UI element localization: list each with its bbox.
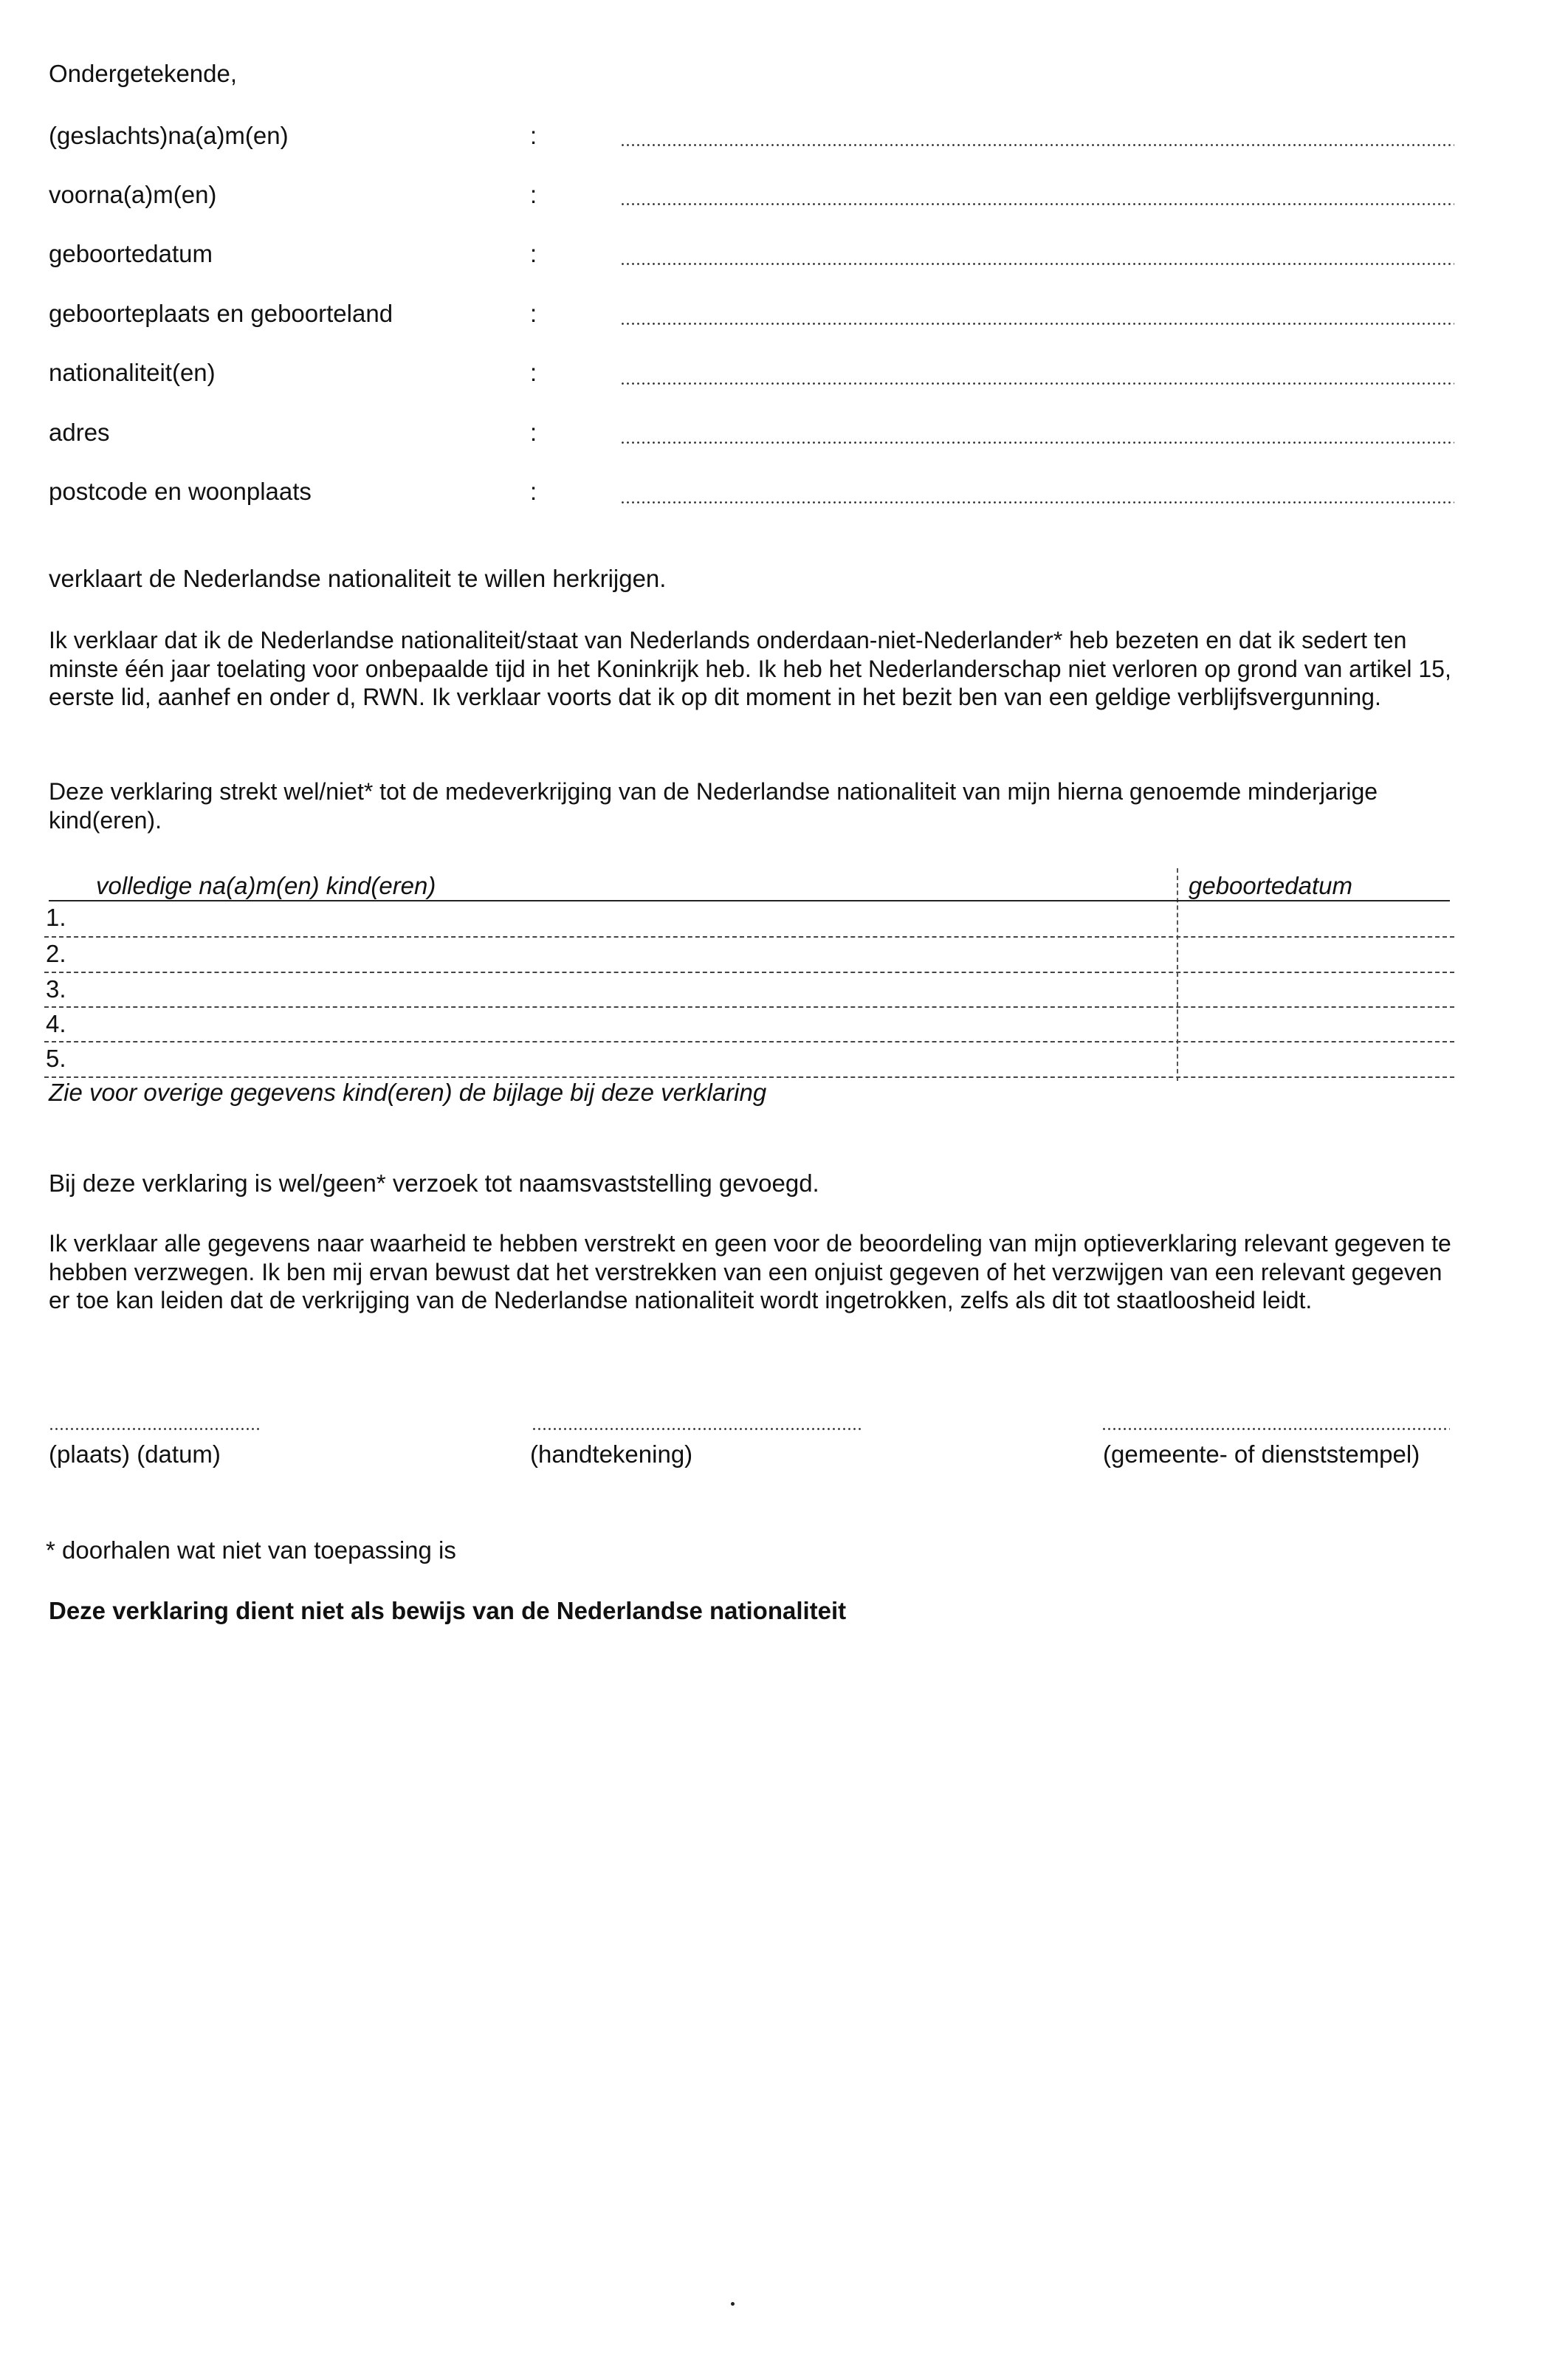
table-row-line[interactable] — [44, 1006, 1454, 1008]
field-colon: : — [530, 240, 537, 267]
field-label: voorna(a)m(en) — [49, 181, 217, 208]
paragraph-name-request: Bij deze verklaring is wel/geen* verzoek tot naamsvaststelling gevoegd. — [49, 1169, 819, 1197]
stamp-label: (gemeente- of dienststempel) — [1103, 1440, 1420, 1468]
field-colon: : — [530, 300, 537, 327]
table-row-number: 5. — [46, 1045, 66, 1072]
table-header-rule — [49, 900, 1450, 901]
stamp-line[interactable] — [1101, 1428, 1450, 1430]
birthplace-input-line[interactable] — [620, 323, 1454, 325]
table-note: Zie voor overige gegevens kind(eren) de bijlage bij deze verklaring — [49, 1079, 767, 1106]
field-label: postcode en woonplaats — [49, 478, 312, 505]
address-input-line[interactable] — [620, 442, 1454, 444]
field-label: geboorteplaats en geboorteland — [49, 300, 393, 327]
declaration-text: verklaart de Nederlandse nationaliteit te willen herkrijgen. — [49, 565, 667, 592]
field-colon: : — [530, 359, 537, 386]
table-row-number: 2. — [46, 940, 66, 967]
firstname-input-line[interactable] — [620, 203, 1454, 205]
table-row-number: 1. — [46, 904, 66, 931]
field-label: geboortedatum — [49, 240, 213, 267]
disclaimer: Deze verklaring dient niet als bewijs van de Nederlandse nationaliteit — [49, 1597, 847, 1624]
column-header-birthdate: geboortedatum — [1189, 872, 1352, 899]
footnote: * doorhalen wat niet van toepassing is — [46, 1536, 456, 1564]
paragraph-truthfulness: Ik verklaar alle gegevens naar waarheid te hebben verstrekt en geen voor de beoordeling van mijn optieverklaring relevant gegeven te hebben verzwegen. Ik ben mij ervan bewust dat het verstrekken van een onjuist gegeven of het verzwijgen van een relevant gegeven er toe kan leiden dat de verkrijging van de Nederlandse nationaliteit wordt ingetrokken, zelfs als dit tot staatloosheid leidt. — [49, 1230, 1451, 1313]
signature-label: (handtekening) — [530, 1440, 693, 1468]
paragraph-co-acquisition: Deze verklaring strekt wel/niet* tot de medeverkrijging van de Nederlandse nationaliteit van mijn hierna genoemde minderjarige kind(eren). — [49, 778, 1378, 834]
table-row-line[interactable] — [44, 936, 1454, 938]
surname-input-line[interactable] — [620, 144, 1454, 146]
field-label: nationaliteit(en) — [49, 359, 216, 386]
field-colon: : — [530, 181, 537, 208]
field-label: adres — [49, 419, 110, 446]
table-row-line[interactable] — [44, 972, 1454, 973]
table-row-line[interactable] — [44, 1041, 1454, 1042]
nationality-input-line[interactable] — [620, 382, 1454, 385]
table-row-number: 3. — [46, 975, 66, 1003]
field-label: (geslachts)na(a)m(en) — [49, 122, 289, 149]
signature-line[interactable] — [532, 1428, 864, 1430]
paragraph-possession: Ik verklaar dat ik de Nederlandse nationaliteit/staat van Nederlands onderdaan-niet-Nederlander* heb bezeten en dat ik sedert ten minste één jaar toelating voor onbepaalde tijd in het Koninkrijk heb. Ik heb het Nederlanderschap niet verloren op grond van artikel 15, eerste lid, aanhef en onder d, RWN. Ik verklaar voorts dat ik op dit moment in het bezit ben van een geldige verblijfsvergunning. — [49, 627, 1451, 710]
intro-text: Ondergetekende, — [49, 60, 238, 87]
field-colon: : — [530, 478, 537, 505]
field-colon: : — [530, 419, 537, 446]
place-date-label: (plaats) (datum) — [49, 1440, 221, 1468]
field-colon: : — [530, 122, 537, 149]
place-date-line[interactable] — [49, 1428, 259, 1430]
table-row-number: 4. — [46, 1010, 66, 1037]
birthdate-input-line[interactable] — [620, 263, 1454, 265]
column-header-name: volledige na(a)m(en) kind(eren) — [96, 872, 436, 899]
scan-speck — [731, 2302, 735, 2306]
postcode-input-line[interactable] — [620, 501, 1454, 504]
